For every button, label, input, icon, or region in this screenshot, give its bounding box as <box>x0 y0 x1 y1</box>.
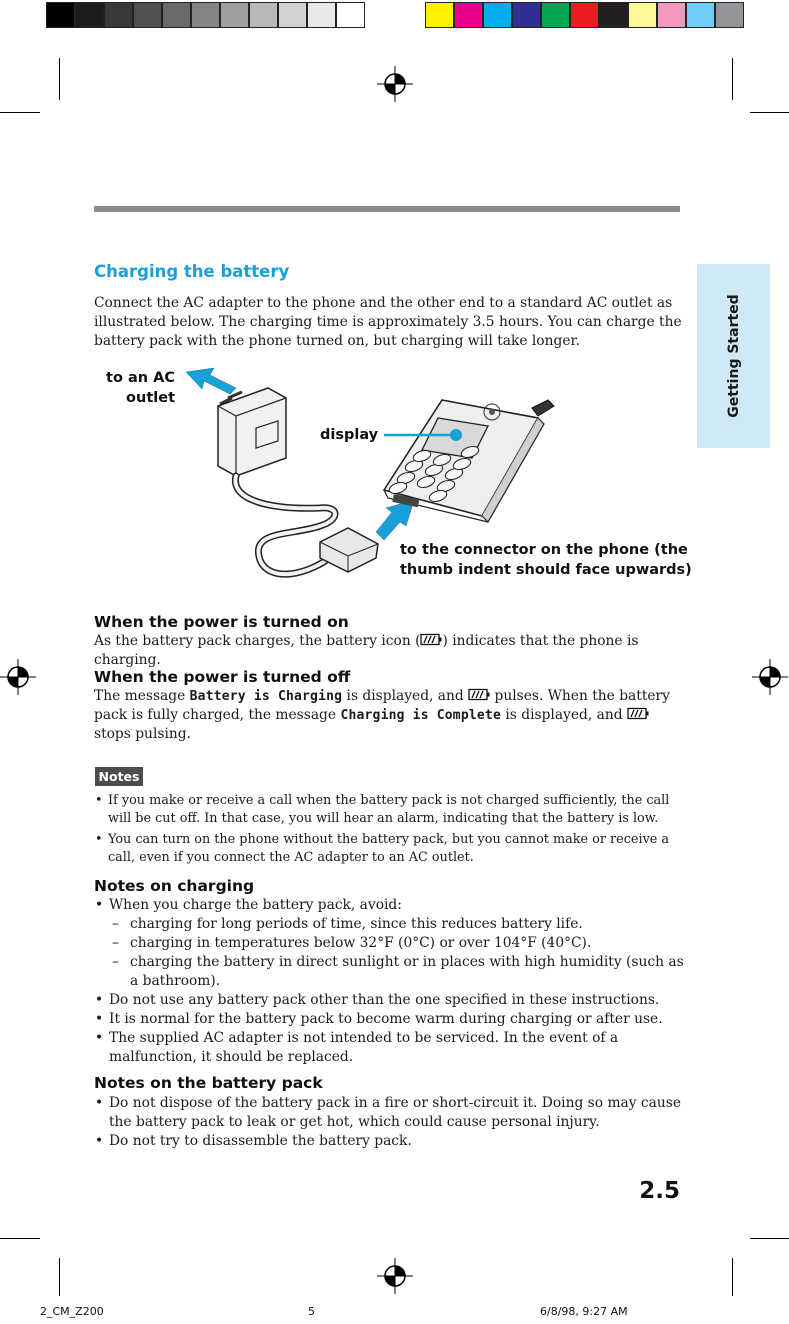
process-color-swatch <box>454 2 483 28</box>
charging-note-item: • It is normal for the battery pack to become warm during charging or after use. <box>94 1010 684 1029</box>
footer-file: 2_CM_Z200 <box>40 1305 104 1318</box>
charging-note-item: • The supplied AC adapter is not intended to be serviced. In the event of a malfunction, it should be replaced. <box>94 1029 684 1067</box>
power-off-heading: When the power is turned off <box>94 668 351 686</box>
power-off-text-1: The message <box>94 688 190 704</box>
power-off-text-2: is displayed, and <box>342 688 469 704</box>
gray-swatch <box>133 2 162 28</box>
connector-label-line2: thumb indent should face upwards) <box>400 562 692 578</box>
gray-swatch <box>307 2 336 28</box>
battery-notes-list <box>94 1094 684 1151</box>
crop-mark-top-left-h <box>0 112 40 113</box>
process-color-swatch <box>425 2 454 28</box>
gray-swatch <box>191 2 220 28</box>
battery-note-item: • Do not try to disassemble the battery pack. <box>94 1132 684 1151</box>
message-charging-is-complete: Charging is Complete <box>340 708 501 723</box>
gray-swatch <box>46 2 75 28</box>
gray-swatch <box>249 2 278 28</box>
outlet-label-line1: to an AC <box>106 370 175 386</box>
chapter-side-tab-label: Getting Started <box>725 294 742 418</box>
process-color-swatch <box>628 2 657 28</box>
avoid-item: – charging for long periods of time, since this reduces battery life. <box>94 915 684 934</box>
chapter-side-tab <box>697 264 770 448</box>
gray-color-bar <box>46 2 365 28</box>
registration-mark-right <box>752 659 788 695</box>
gray-swatch <box>75 2 104 28</box>
connector-label <box>400 540 692 580</box>
registration-mark-left <box>0 659 36 695</box>
charging-avoid-text: When you charge the battery pack, avoid: <box>109 897 402 913</box>
ac-adapter <box>218 388 286 476</box>
avoid-sublist <box>94 915 684 991</box>
power-on-text-b: ) indicates that the phone is charging. <box>94 633 639 668</box>
power-off-text-3: pulses. When the battery pack is fully charged, the message <box>94 688 670 723</box>
page-number: 2.5 <box>639 1178 680 1204</box>
crop-mark-top-left-v <box>59 58 60 100</box>
crop-mark-bottom-left-h <box>0 1238 40 1239</box>
gray-swatch <box>104 2 133 28</box>
power-on-text-a: As the battery pack charges, the battery icon ( <box>94 633 421 649</box>
crop-mark-bottom-left-v <box>59 1258 60 1296</box>
crop-mark-top-right-h <box>750 112 789 113</box>
avoid-item: – charging the battery in direct sunlight or in places with high humidity (such as a bathroom). <box>94 953 684 991</box>
crop-mark-top-right-v <box>732 58 733 100</box>
mobile-phone <box>384 400 554 522</box>
process-color-swatch <box>483 2 512 28</box>
gray-swatch <box>220 2 249 28</box>
battery-note-item: • Do not dispose of the battery pack in a fire or short-circuit it. Doing so may cause the battery pack to leak or get hot, which could cause personal injury. <box>94 1094 684 1132</box>
notes-list <box>94 792 684 870</box>
charging-avoid-item <box>94 896 684 991</box>
gray-swatch <box>278 2 307 28</box>
process-color-swatch <box>599 2 628 28</box>
note-item: • You can turn on the phone without the battery pack, but you cannot make or receive a call, even if you connect the AC adapter to an AC outlet. <box>94 831 684 867</box>
note-item: • If you make or receive a call when the battery pack is not charged sufficiently, the call will be cut off. In that case, you will hear an alarm, indicating that the battery is low. <box>94 792 684 828</box>
process-color-swatch <box>657 2 686 28</box>
process-color-swatch <box>686 2 715 28</box>
power-off-text-5: stops pulsing. <box>94 726 191 742</box>
connector-label-line1: to the connector on the phone (the <box>400 542 688 558</box>
gray-swatch <box>336 2 365 28</box>
notes-on-charging-heading: Notes on charging <box>94 877 255 895</box>
footer-page: 5 <box>308 1305 315 1318</box>
notes-on-battery-heading: Notes on the battery pack <box>94 1074 323 1092</box>
outlet-label-line2: outlet <box>126 390 175 406</box>
process-color-swatch <box>570 2 599 28</box>
display-label: display <box>320 427 379 443</box>
gray-swatch <box>162 2 191 28</box>
footer-date: 6/8/98, 9:27 AM <box>540 1305 628 1318</box>
power-off-paragraph <box>94 687 684 744</box>
crop-mark-bottom-right-h <box>750 1238 789 1239</box>
process-color-swatch <box>715 2 744 28</box>
display-pointer-dot <box>450 429 462 441</box>
power-on-heading: When the power is turned on <box>94 613 349 631</box>
battery-icon <box>468 688 490 701</box>
process-color-swatch <box>512 2 541 28</box>
charging-note-item: • Do not use any battery pack other than the one specified in these instructions. <box>94 991 684 1010</box>
process-color-swatch <box>541 2 570 28</box>
avoid-item: – charging in temperatures below 32°F (0°C) or over 104°F (40°C). <box>94 934 684 953</box>
power-on-paragraph <box>94 632 684 670</box>
power-off-text-4: is displayed, and <box>500 707 627 723</box>
battery-icon <box>627 707 649 720</box>
section-title: Charging the battery <box>94 262 290 281</box>
header-rule <box>94 206 680 212</box>
connector-arrow <box>376 500 414 540</box>
registration-mark-bottom <box>377 1258 413 1294</box>
intro-paragraph: Connect the AC adapter to the phone and the other end to a standard AC outlet as illustrated below. The charging time is approximately 3.5 hours. You can charge the battery pack with the phone turned on, but charging will take longer. <box>94 295 682 349</box>
outlet-label <box>95 368 175 408</box>
notes-badge: Notes <box>95 767 143 786</box>
registration-mark-top <box>377 66 413 102</box>
battery-icon <box>420 633 442 646</box>
connector-plug <box>320 528 378 572</box>
outlet-arrow <box>186 368 236 394</box>
process-color-bar <box>425 2 744 28</box>
message-battery-is-charging: Battery is Charging <box>189 689 343 704</box>
crop-mark-bottom-right-v <box>732 1258 733 1296</box>
charging-notes-list <box>94 896 684 1067</box>
